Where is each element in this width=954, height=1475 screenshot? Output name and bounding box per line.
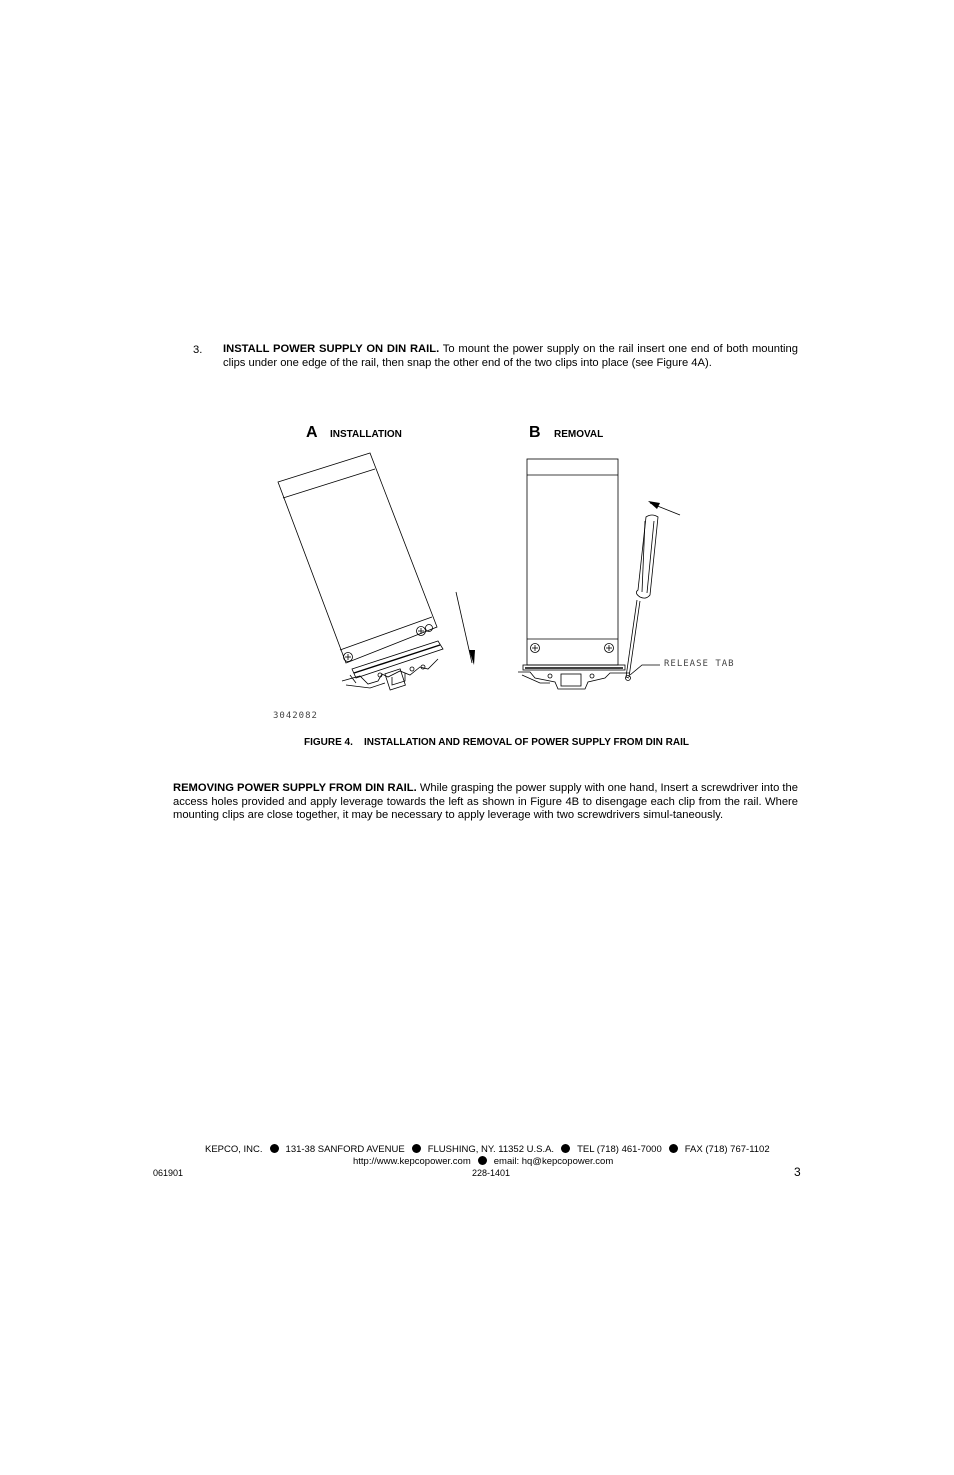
screwdriver — [626, 515, 658, 678]
bullet-icon — [478, 1156, 487, 1165]
removing-paragraph — [173, 782, 798, 823]
removing-text: While grasping the power supply with one hand, Insert a screwdriver into the access holes provided and apply leverage towards the left as shown in Figure 4B to disengage each clip from the rail. Where mounting clips are close together, it may be necessary to apply leverage with two screwdrivers simul-taneously. — [173, 782, 798, 822]
removal-drawing — [518, 459, 680, 689]
footer-date-code: 061901 — [153, 1168, 184, 1178]
panel-a-letter: A — [306, 424, 318, 441]
footer-email-link[interactable]: email: hq@kepcopower.com — [493, 1156, 614, 1167]
drawing-number: 3042082 — [273, 711, 318, 721]
installation-drawing — [278, 453, 475, 690]
footer-company: KEPCO, INC. — [205, 1144, 263, 1155]
bullet-icon — [669, 1144, 678, 1153]
panel-a-label: INSTALLATION — [330, 429, 402, 440]
footer-address: 131-38 SANFORD AVENUE — [285, 1144, 405, 1155]
release-tab-label: RELEASE TAB — [664, 659, 735, 669]
footer-web-link[interactable]: http://www.kepcopower.com — [353, 1156, 471, 1167]
page-number: 3 — [794, 1165, 801, 1179]
removing-title: REMOVING POWER SUPPLY FROM DIN RAIL. — [173, 782, 417, 794]
panel-b-letter: B — [529, 424, 541, 441]
step-3-paragraph — [223, 343, 798, 370]
panel-b-label: REMOVAL — [554, 429, 604, 440]
bullet-icon — [412, 1144, 421, 1153]
bullet-icon — [561, 1144, 570, 1153]
footer-contact-line — [353, 1156, 613, 1167]
step-3-text: To mount the power supply on the rail insert one end of both mounting clips under one edge of the rail, then snap the other end of the two clips into place (see Figure 4A). — [223, 343, 798, 369]
footer-city: FLUSHING, NY. 11352 U.S.A. — [427, 1144, 555, 1155]
bullet-icon — [270, 1144, 279, 1153]
footer-fax: FAX (718) 767-1102 — [684, 1144, 770, 1155]
footer-doc-number: 228-1401 — [472, 1168, 511, 1178]
footer-address-line — [205, 1144, 770, 1155]
step-3-title: INSTALL POWER SUPPLY ON DIN RAIL. — [223, 343, 440, 355]
figure-caption: FIGURE 4. INSTALLATION AND REMOVAL OF POWER SUPPLY FROM DIN RAIL — [304, 737, 690, 748]
step-number: 3. — [193, 344, 203, 356]
footer-tel: TEL (718) 461-7000 — [577, 1144, 662, 1155]
